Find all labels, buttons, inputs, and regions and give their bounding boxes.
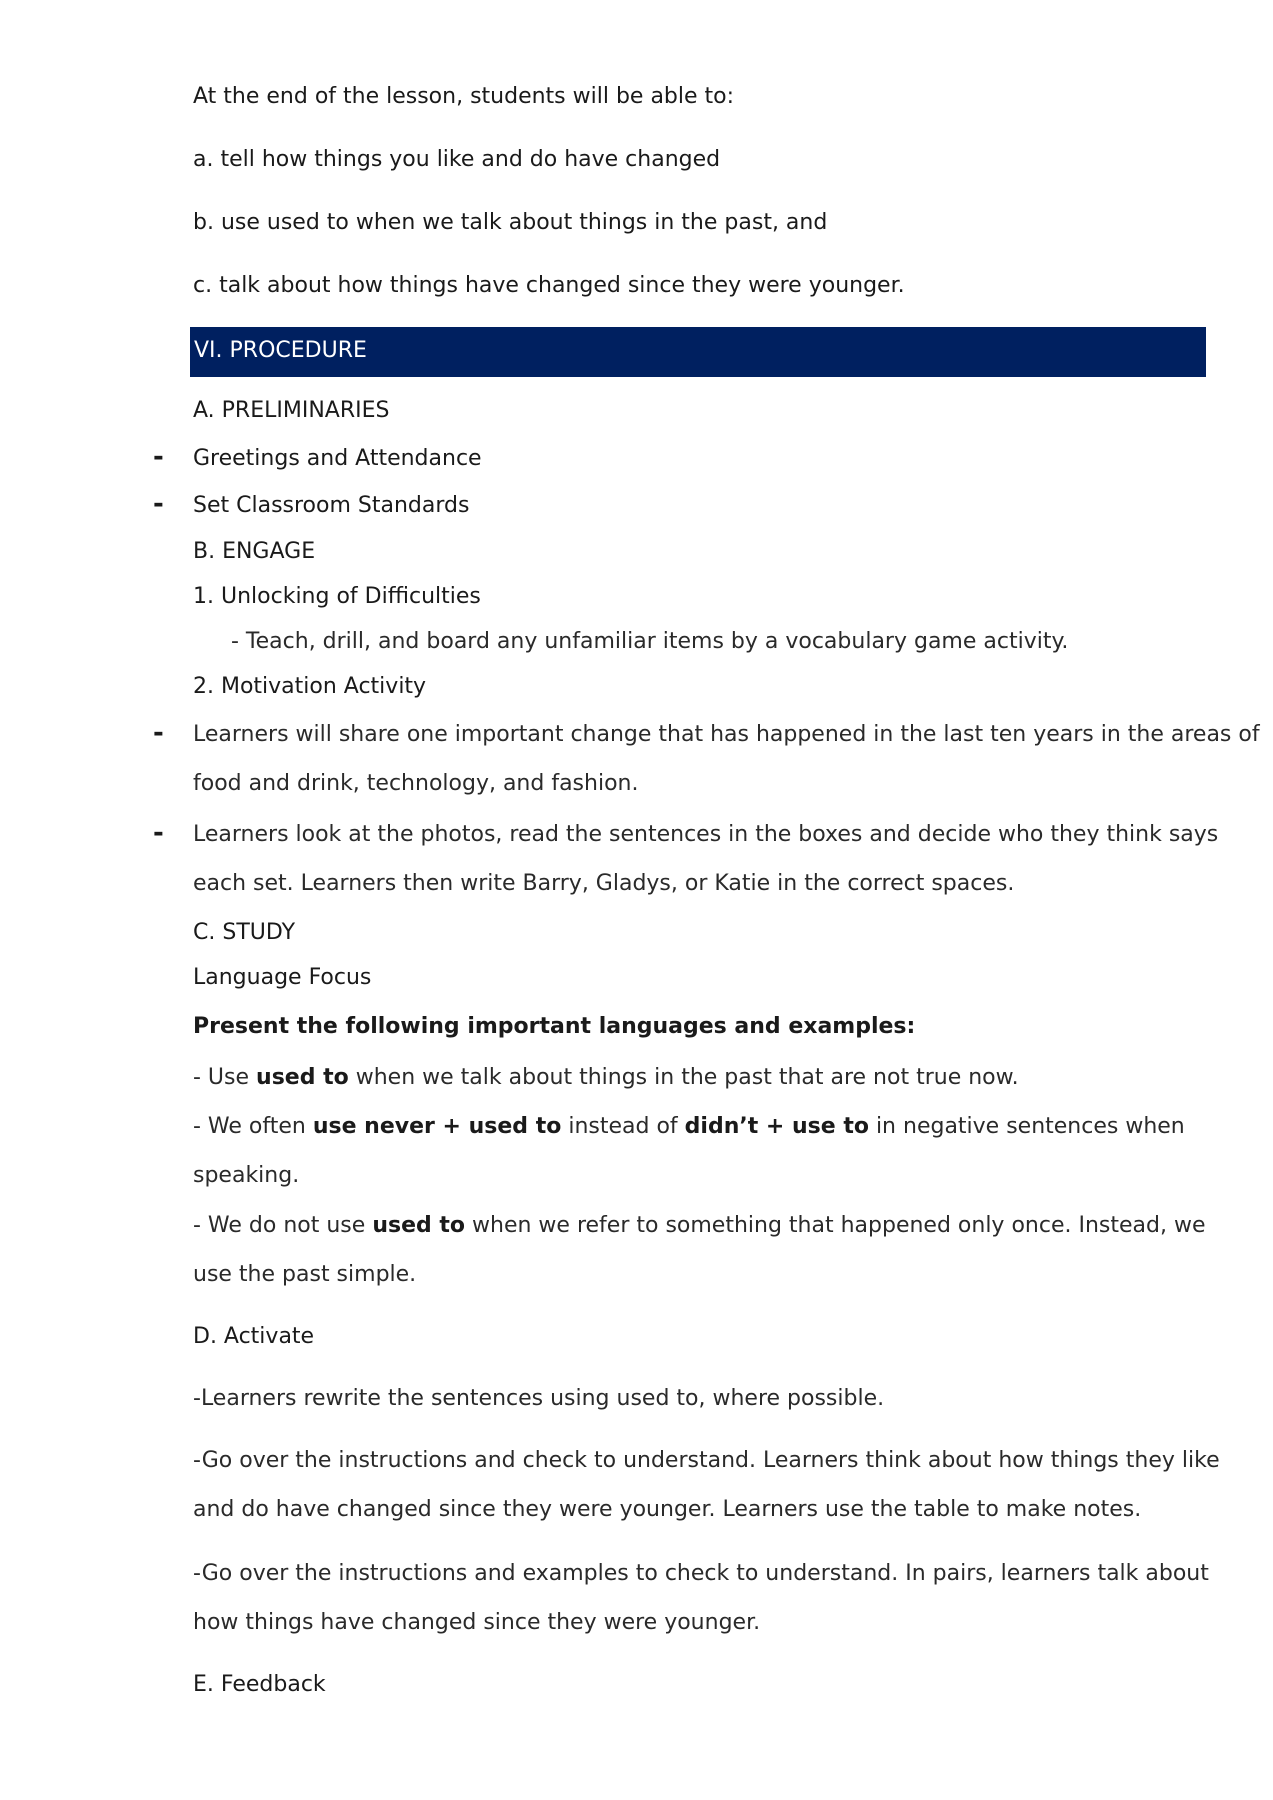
rule-2-keyword-2: didn’t + use to (684, 1114, 869, 1139)
activate-p3-line1: -Go over the instructions and examples to check to understand. In pairs, learners talk about (193, 1561, 1209, 1586)
activate-p3-line2: how things have changed since they were younger. (193, 1610, 761, 1635)
objective-item-b: b. use used to when we talk about things in the past, and (193, 210, 828, 235)
objective-item-c: c. talk about how things have changed since they were younger. (193, 273, 905, 298)
feedback-heading: E. Feedback (193, 1672, 326, 1697)
objective-item-a: a. tell how things you like and do have changed (193, 147, 721, 172)
rule-2-a: - We often (193, 1114, 313, 1139)
rule-2-line2: speaking. (193, 1163, 300, 1188)
motivation-bullet-1-line2: food and drink, technology, and fashion. (193, 771, 639, 796)
language-focus-heading: Language Focus (193, 965, 372, 990)
bullet-dash-icon: - (153, 442, 164, 472)
motivation-heading: 2. Motivation Activity (193, 674, 427, 699)
unlocking-text: - Teach, drill, and board any unfamiliar items by a vocabulary game activity. (231, 629, 1069, 654)
rule-2-keyword-1: use never + used to (312, 1114, 562, 1139)
activate-p2-line1: -Go over the instructions and check to understand. Learners think about how things they like (193, 1448, 1220, 1473)
preliminaries-item: Set Classroom Standards (193, 493, 470, 518)
preliminaries-item: Greetings and Attendance (193, 446, 482, 471)
rule-3-line2: use the past simple. (193, 1262, 417, 1287)
rule-1-a: - Use (193, 1065, 257, 1090)
rule-2-c: instead of (561, 1114, 685, 1139)
rule-1 (193, 1063, 1019, 1093)
procedure-banner (190, 327, 1206, 377)
preliminaries-heading: A. PRELIMINARIES (193, 398, 390, 423)
bullet-dash-icon: - (153, 718, 164, 748)
engage-heading: B. ENGAGE (193, 539, 316, 564)
rule-1-c: when we talk about things in the past that are not true now. (348, 1065, 1019, 1090)
activate-heading: D. Activate (193, 1324, 315, 1349)
rule-1-keyword: used to (256, 1065, 349, 1090)
objectives-intro: At the end of the lesson, students will be able to: (193, 84, 735, 109)
rule-3-c: when we refer to something that happened only once. Instead, we (465, 1213, 1206, 1238)
bullet-dash-icon: - (153, 818, 164, 848)
present-heading: Present the following important languages and examples: (193, 1014, 916, 1039)
rule-3-keyword: used to (372, 1213, 466, 1238)
activate-p2-line2: and do have changed since they were younger. Learners use the table to make notes. (193, 1497, 1142, 1522)
rule-3 (193, 1211, 1205, 1241)
rule-2-e: in negative sentences when (868, 1114, 1185, 1139)
bullet-dash-icon: - (153, 489, 164, 519)
rule-3-a: - We do not use (193, 1213, 373, 1238)
procedure-banner-title: VI. PROCEDURE (194, 338, 367, 363)
activate-p1: -Learners rewrite the sentences using used to, where possible. (193, 1386, 885, 1411)
motivation-bullet-2-line1: Learners look at the photos, read the sentences in the boxes and decide who they think says (193, 822, 1219, 847)
study-heading: C. STUDY (193, 920, 296, 945)
rule-2 (193, 1112, 1185, 1142)
motivation-bullet-2-line2: each set. Learners then write Barry, Gladys, or Katie in the correct spaces. (193, 871, 1015, 896)
unlocking-heading: 1. Unlocking of Difficulties (193, 584, 481, 609)
motivation-bullet-1-line1: Learners will share one important change that has happened in the last ten years in the areas of (193, 722, 1260, 747)
